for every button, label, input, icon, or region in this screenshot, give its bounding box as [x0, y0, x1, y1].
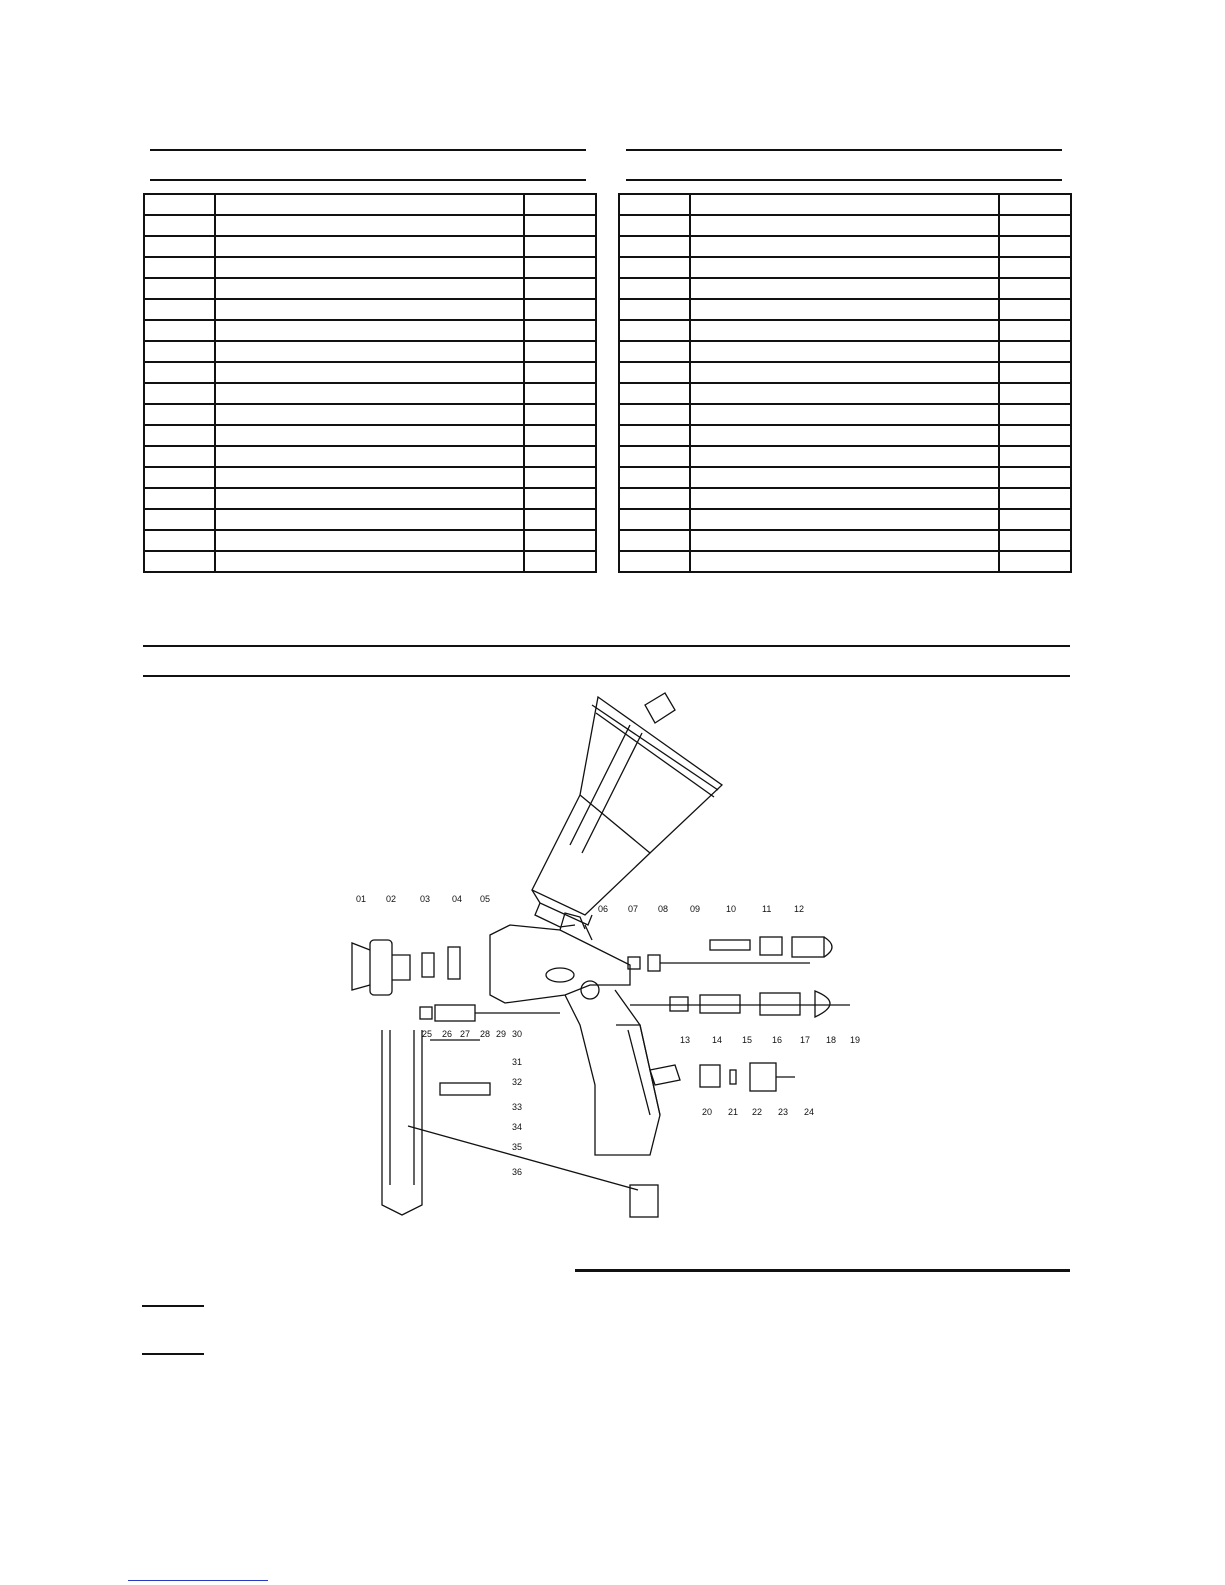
table-row	[619, 446, 1071, 467]
table-row	[144, 362, 596, 383]
part-number-cell	[619, 425, 690, 446]
part-name-cell	[690, 215, 999, 236]
table-row	[144, 341, 596, 362]
part-number-cell	[144, 194, 215, 215]
part-number-cell	[619, 362, 690, 383]
callout-35: 35	[512, 1142, 523, 1152]
table-row	[619, 509, 1071, 530]
footer-link-underline[interactable]	[128, 1580, 268, 1581]
table-row	[619, 530, 1071, 551]
part-name-cell	[215, 236, 524, 257]
part-qty-cell	[999, 320, 1071, 341]
part-name-cell	[690, 278, 999, 299]
table-row	[144, 236, 596, 257]
part-name-cell	[215, 488, 524, 509]
part-qty-cell	[524, 425, 596, 446]
callout-18: 18	[826, 1035, 837, 1045]
tools-drawing	[382, 1030, 638, 1215]
callout-23: 23	[778, 1107, 789, 1117]
part-qty-cell	[524, 404, 596, 425]
table-row	[144, 215, 596, 236]
part-name-cell	[690, 320, 999, 341]
table-row	[619, 194, 1071, 215]
table-row	[144, 404, 596, 425]
part-number-cell	[619, 488, 690, 509]
part-name-cell	[690, 467, 999, 488]
part-name-cell	[690, 530, 999, 551]
part-name-cell	[215, 215, 524, 236]
table-row	[619, 383, 1071, 404]
part-number-cell	[144, 362, 215, 383]
callout-03: 03	[420, 894, 431, 904]
part-qty-cell	[524, 488, 596, 509]
part-qty-cell	[999, 446, 1071, 467]
part-name-cell	[690, 194, 999, 215]
table-row	[144, 551, 596, 572]
part-number-cell	[619, 551, 690, 572]
part-qty-cell	[999, 362, 1071, 383]
callout-09: 09	[690, 904, 701, 914]
callout-31: 31	[512, 1057, 523, 1067]
table-row	[144, 278, 596, 299]
part-number-cell	[619, 509, 690, 530]
left-heading-rule-bottom	[150, 179, 586, 181]
part-qty-cell	[999, 404, 1071, 425]
table-row	[144, 425, 596, 446]
part-number-cell	[144, 425, 215, 446]
part-qty-cell	[524, 320, 596, 341]
part-name-cell	[215, 509, 524, 530]
part-number-cell	[144, 530, 215, 551]
part-qty-cell	[999, 467, 1071, 488]
part-name-cell	[690, 362, 999, 383]
callout-26: 26	[442, 1029, 453, 1039]
part-number-cell	[144, 404, 215, 425]
callout-22: 22	[752, 1107, 763, 1117]
note-1-marker	[142, 1305, 204, 1307]
part-number-cell	[144, 509, 215, 530]
callout-28: 28	[480, 1029, 491, 1039]
part-name-cell	[215, 551, 524, 572]
table-row	[144, 383, 596, 404]
needle-assembly-drawing	[420, 937, 850, 1021]
part-number-cell	[619, 446, 690, 467]
part-qty-cell	[524, 551, 596, 572]
callout-34: 34	[512, 1122, 523, 1132]
part-name-cell	[215, 383, 524, 404]
callout-24: 24	[804, 1107, 815, 1117]
part-name-cell	[690, 299, 999, 320]
part-number-cell	[619, 299, 690, 320]
right-heading-rule-bottom	[626, 179, 1062, 181]
part-qty-cell	[999, 257, 1071, 278]
table-row	[619, 236, 1071, 257]
part-name-cell	[215, 278, 524, 299]
part-qty-cell	[524, 236, 596, 257]
callout-17: 17	[800, 1035, 811, 1045]
right-heading-rule-top	[626, 149, 1062, 151]
callout-05: 05	[480, 894, 491, 904]
spray-gun-exploded-diagram	[330, 685, 870, 1225]
callout-33: 33	[512, 1102, 523, 1112]
table-row	[144, 446, 596, 467]
part-name-cell	[215, 194, 524, 215]
part-qty-cell	[999, 425, 1071, 446]
part-qty-cell	[999, 551, 1071, 572]
table-row	[619, 404, 1071, 425]
callout-25: 25	[422, 1029, 433, 1039]
part-name-cell	[215, 257, 524, 278]
part-number-cell	[619, 341, 690, 362]
part-number-cell	[619, 194, 690, 215]
table-row	[144, 509, 596, 530]
part-name-cell	[690, 446, 999, 467]
part-number-cell	[144, 467, 215, 488]
part-name-cell	[215, 446, 524, 467]
callout-16: 16	[772, 1035, 783, 1045]
fluid-adjust-drawing	[630, 1063, 795, 1217]
part-qty-cell	[524, 278, 596, 299]
part-number-cell	[619, 236, 690, 257]
callout-14: 14	[712, 1035, 723, 1045]
callout-21: 21	[728, 1107, 739, 1117]
callout-11: 11	[762, 904, 772, 914]
part-qty-cell	[999, 341, 1071, 362]
part-number-cell	[619, 278, 690, 299]
part-qty-cell	[524, 194, 596, 215]
notes-heading-rule	[575, 1269, 1070, 1272]
table-row	[619, 341, 1071, 362]
part-name-cell	[690, 383, 999, 404]
table-row	[619, 257, 1071, 278]
part-name-cell	[690, 341, 999, 362]
part-name-cell	[690, 236, 999, 257]
table-row	[144, 194, 596, 215]
table-row	[619, 299, 1071, 320]
part-number-cell	[619, 215, 690, 236]
part-number-cell	[144, 236, 215, 257]
callout-04: 04	[452, 894, 463, 904]
part-name-cell	[690, 488, 999, 509]
part-qty-cell	[999, 215, 1071, 236]
part-qty-cell	[999, 530, 1071, 551]
part-qty-cell	[524, 467, 596, 488]
diagram-heading-rule-bottom	[143, 675, 1070, 677]
part-name-cell	[690, 551, 999, 572]
table-row	[619, 425, 1071, 446]
callout-29: 29	[496, 1029, 507, 1039]
part-qty-cell	[999, 383, 1071, 404]
part-qty-cell	[999, 509, 1071, 530]
callout-12: 12	[794, 904, 805, 914]
part-number-cell	[619, 383, 690, 404]
part-name-cell	[215, 425, 524, 446]
part-number-cell	[619, 530, 690, 551]
part-name-cell	[215, 299, 524, 320]
callout-07: 07	[628, 904, 639, 914]
table-row	[619, 278, 1071, 299]
part-number-cell	[144, 551, 215, 572]
table-row	[619, 320, 1071, 341]
table-row	[144, 257, 596, 278]
part-number-cell	[144, 257, 215, 278]
part-number-cell	[144, 278, 215, 299]
callout-20: 20	[702, 1107, 713, 1117]
part-qty-cell	[999, 488, 1071, 509]
part-name-cell	[690, 404, 999, 425]
part-qty-cell	[524, 341, 596, 362]
part-number-cell	[144, 320, 215, 341]
part-qty-cell	[524, 509, 596, 530]
diagram-heading-rule-top	[143, 645, 1070, 647]
table-row	[144, 488, 596, 509]
part-name-cell	[690, 425, 999, 446]
table-row	[619, 362, 1071, 383]
table-row	[619, 215, 1071, 236]
part-number-cell	[144, 383, 215, 404]
part-qty-cell	[524, 362, 596, 383]
callout-06: 06	[598, 904, 609, 914]
part-number-cell	[619, 257, 690, 278]
callout-10: 10	[726, 904, 737, 914]
callout-labels	[356, 894, 860, 1177]
part-number-cell	[144, 446, 215, 467]
callout-27: 27	[460, 1029, 471, 1039]
table-row	[144, 299, 596, 320]
part-qty-cell	[524, 530, 596, 551]
part-qty-cell	[999, 236, 1071, 257]
table-row	[619, 551, 1071, 572]
part-number-cell	[619, 404, 690, 425]
part-name-cell	[215, 320, 524, 341]
part-qty-cell	[999, 278, 1071, 299]
part-qty-cell	[999, 194, 1071, 215]
part-qty-cell	[524, 446, 596, 467]
table-row	[144, 467, 596, 488]
table-row	[144, 320, 596, 341]
note-2-marker	[142, 1353, 204, 1355]
part-number-cell	[144, 488, 215, 509]
part-qty-cell	[524, 215, 596, 236]
callout-08: 08	[658, 904, 669, 914]
paint-cup-drawing	[532, 693, 722, 927]
part-name-cell	[215, 341, 524, 362]
callout-01: 01	[356, 894, 367, 904]
table-row	[619, 488, 1071, 509]
part-name-cell	[215, 362, 524, 383]
part-name-cell	[215, 404, 524, 425]
callout-02: 02	[386, 894, 397, 904]
part-name-cell	[690, 257, 999, 278]
callout-30: 30	[512, 1029, 523, 1039]
part-number-cell	[619, 467, 690, 488]
parts-table-right	[618, 193, 1072, 573]
table-row	[144, 530, 596, 551]
parts-table-left	[143, 193, 597, 573]
part-qty-cell	[524, 257, 596, 278]
part-qty-cell	[999, 299, 1071, 320]
callout-19: 19	[850, 1035, 861, 1045]
part-name-cell	[215, 467, 524, 488]
part-name-cell	[215, 530, 524, 551]
part-qty-cell	[524, 383, 596, 404]
table-row	[619, 467, 1071, 488]
part-qty-cell	[524, 299, 596, 320]
callout-15: 15	[742, 1035, 753, 1045]
part-name-cell	[690, 509, 999, 530]
left-heading-rule-top	[150, 149, 586, 151]
callout-36: 36	[512, 1167, 523, 1177]
part-number-cell	[619, 320, 690, 341]
callout-32: 32	[512, 1077, 523, 1087]
part-number-cell	[144, 299, 215, 320]
air-cap-drawing	[352, 940, 460, 995]
part-number-cell	[144, 341, 215, 362]
callout-13: 13	[680, 1035, 691, 1045]
part-number-cell	[144, 215, 215, 236]
